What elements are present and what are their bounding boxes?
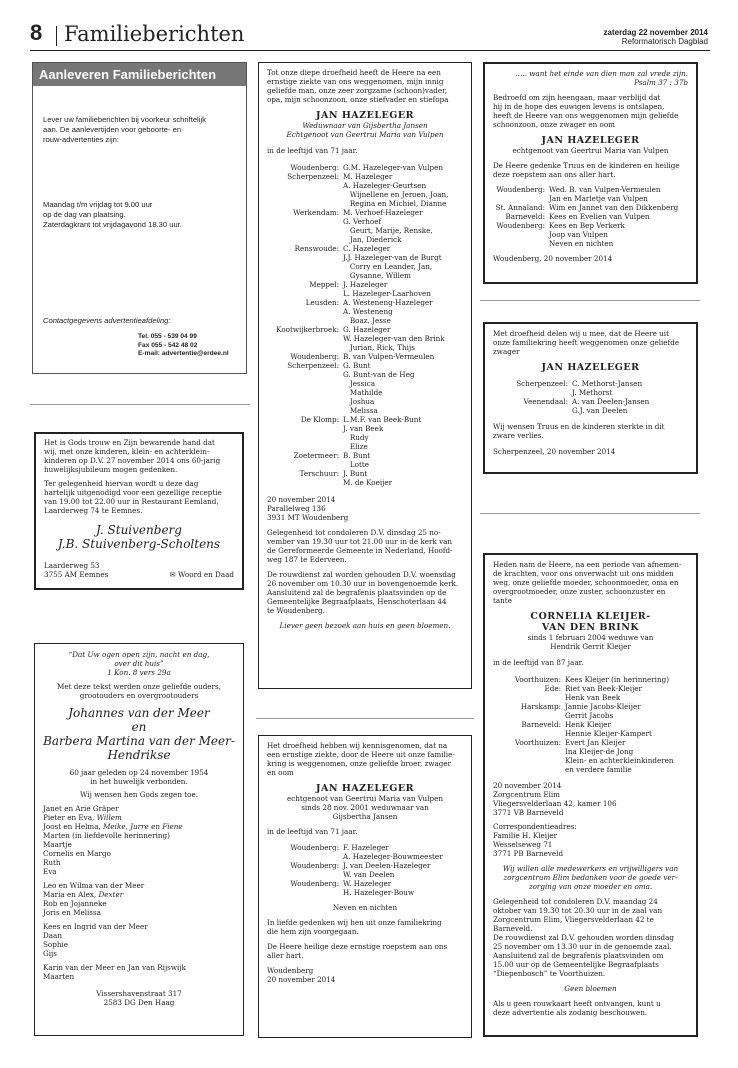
family-row — [493, 720, 688, 738]
anniversary-van-der-meer — [34, 643, 244, 1036]
family-member: Jan, Diederick — [343, 235, 402, 244]
family-member: J. van Beek — [343, 424, 384, 433]
woord-en-daad-logo: ✉ Woord en Daad — [169, 570, 234, 579]
family-row-names — [545, 221, 688, 248]
anniversary-stuivenberg — [34, 432, 244, 590]
submission-info-box — [32, 62, 247, 374]
family-row — [493, 185, 688, 203]
family-row-place: Woudenberg: — [290, 879, 339, 888]
family-row-names — [339, 163, 463, 172]
family-row-place: Woudenberg: — [290, 163, 339, 172]
family-member: Kees Kleijer (in herinnering) — [565, 675, 669, 684]
family-member: Corry en Leander, Jan, — [343, 262, 433, 271]
family-row-place: Scherpenzeel: — [516, 379, 568, 388]
deceased-subtitle: echtgenoot van Geertrui Maria van Vulpen — [512, 146, 669, 155]
family-member: Gerrit Jacobs — [565, 711, 614, 720]
family-row-place: Veenendaal: — [523, 397, 568, 406]
family-row-names — [339, 451, 463, 469]
anniversary-invitation: Ter gelegenheid hiervan wordt u deze dag hartelijk uitgenodigd voor een gezellige receptie van 19.00 tot 22.00 uur in Restaurant Eemland, Laarderweg 74 te Eemnes. — [44, 479, 222, 515]
family-member: Evert Jan Kleijer — [565, 738, 626, 747]
family-row — [267, 843, 463, 861]
condolence-info: Gelegenheid tot condoleren D.V. dinsdag 25 no- vember van 19.30 uur tot 21.00 uur in de kerk van de Gereformeerde Gemeente in Nederland, Hoofd- weg 187 te Ederveen. — [267, 528, 453, 564]
anniversary-address: Vissershavenstraat 317 2583 DG Den Haag — [96, 989, 182, 1007]
closing-note: Als u geen rouwkaart heeft ontvangen, kunt u deze advertentie als zodanig beschouwen. — [493, 999, 661, 1017]
family-row-names — [339, 172, 463, 208]
family-list-1: Janet en Arie Gräper Pieter en Eva, Willem Joost en Helma, Meike, Jurre en Fiene Marten (in liefdevolle herinnering) Maartje Cornelis en Margo Ruth Eva — [43, 804, 183, 876]
family-member: M. Hazeleger — [343, 172, 393, 181]
family-member: L.M.F. van Beek-Bunt — [343, 415, 422, 424]
family-row — [267, 415, 463, 451]
bible-quote: “Dat Uw ogen open zijn, nacht en dag, over dit huis” 1 Kon. 8 vers 29a — [68, 650, 210, 677]
family-row-place: Renswoude: — [294, 244, 339, 253]
family-row-place: Barneveld: — [521, 720, 561, 729]
page-number: 8 — [30, 20, 43, 45]
nephews-nieces: Neven en nichten — [332, 903, 398, 912]
family-row-place: Barneveld: — [505, 212, 545, 221]
family-member: Jessica — [343, 379, 375, 388]
family-list-4: Karin van der Meer en Jan van Rijswijk Maarten — [43, 963, 186, 981]
family-member: Henk van Beek — [565, 693, 621, 702]
family-member: A. Westeneng — [343, 307, 393, 316]
family-row-names — [561, 684, 688, 702]
family-member: Riet van Beek-Kleijer — [565, 684, 642, 693]
family-member: F. Hazeleger — [343, 843, 389, 852]
family-row-place: Meppel: — [309, 280, 339, 289]
family-row-place: Woudenberg: — [496, 221, 545, 230]
obituary-jan-hazeleger-siblings — [258, 735, 472, 1038]
obituary-address: 20 november 2014 Zorgcentrum Elim Vliegersvelderlaan 42, kamer 106 3771 VB Barneveld — [493, 781, 617, 817]
family-row-names — [339, 244, 463, 280]
family-member: Rudy — [343, 433, 369, 442]
family-member: W. van Deelen — [343, 870, 395, 879]
family-row — [493, 702, 688, 720]
family-row-names — [339, 325, 463, 352]
family-row — [267, 163, 463, 172]
family-row-names — [561, 738, 688, 774]
contact-label: Contactgegevens advertentieafdeling: — [43, 316, 171, 325]
family-member: J. Methorst — [572, 388, 613, 397]
family-member: B. van Vulpen-Vermeulen — [343, 352, 435, 361]
family-member: A. Westeneng-Hazeleger — [343, 298, 433, 307]
family-row-names — [339, 469, 463, 487]
family-member: Gysanne, Willem — [343, 271, 411, 280]
closing-note: Liever geen bezoek aan huis en geen bloemen. — [279, 621, 451, 630]
family-row — [267, 469, 463, 487]
issue-date: zaterdag 22 november 2014 — [603, 28, 708, 37]
family-member: H. Hazeleger-Bouw — [343, 888, 415, 897]
no-flowers-note: Geen bloemen — [564, 984, 617, 993]
family-member: G.J. van Deelen — [572, 406, 628, 415]
obituary-address: Parallelweg 136 3931 MT Woudenberg — [267, 504, 349, 522]
family-member: Boaz, Jesse — [343, 316, 391, 325]
family-row-names — [339, 361, 463, 415]
family-row — [493, 212, 688, 221]
family-member: Kees en Bep Verkerk — [549, 221, 625, 230]
obituary-place-date: Scherpenzeel, 20 november 2014 — [493, 447, 616, 456]
family-row-place: Ede: — [544, 684, 561, 693]
family-row-place: De Klomp: — [300, 415, 339, 424]
family-row-names — [545, 212, 688, 221]
family-member: G. Verhoef — [343, 217, 382, 226]
family-row — [493, 675, 688, 684]
couple-name: Johannes van der Meer en Barbera Martina van der Meer- Hendrikse — [43, 706, 235, 762]
family-rows — [493, 675, 688, 774]
family-row-names — [339, 208, 463, 244]
column-separator — [480, 513, 700, 514]
contact-details: Tel. 055 - 539 04 99 Fax 055 - 542 48 02 E-mail: advertentie@erdee.nl — [138, 333, 229, 357]
family-row-names — [339, 415, 463, 451]
family-row-place: Leusden: — [305, 298, 339, 307]
family-member: A. van Deelen-Jansen — [572, 397, 650, 406]
family-member: Joshua — [343, 397, 375, 406]
family-member: Lotte — [343, 460, 369, 469]
anniversary-intro: Met deze tekst werden onze geliefde ouders, grootouders en overgrootouders — [57, 682, 221, 700]
family-member: C. Hazeleger — [343, 244, 391, 253]
family-row — [493, 738, 688, 774]
condolence-info: Gelegenheid tot condoleren D.V. maandag 24 oktober van 19.30 tot 20.30 uur in de zaal van Zorgcentrum Elim, Vliegersvelderlaan 42 te Barneveld. De rouwdienst zal D.V. gehouden worden dinsdag 25 november om 13.30 uur in de genoemde zaal. Aansluitend zal de begrafenis plaatsvinden om 15.00 uur op de Gemeentelijke Begraafplaats “Diepenbosch” te Voorthuizen. — [493, 897, 675, 978]
family-member: Jurian, Rick, Thijs — [343, 343, 415, 352]
family-member: B. Bunt — [343, 451, 371, 460]
header-rule — [30, 50, 710, 51]
correspondence-address: Correspondentieadres: Familie H. Kleijer Wesselseweg 71 3771 PB Barneveld — [493, 822, 577, 858]
family-member: Jan en Marletje van Vulpen — [549, 194, 648, 203]
deceased-name: JAN HAZELEGER — [541, 135, 640, 146]
obituary-place-date: Woudenberg 20 november 2014 — [267, 966, 336, 984]
deceased-name: CORNELIA KLEIJER- VAN DEN BRINK — [530, 611, 651, 633]
family-row-names — [545, 185, 688, 203]
family-row-place: Scherpenzeel: — [287, 361, 339, 370]
prayer-text: De Heere gedenke Truus en de kinderen en heilige deze roepstem aan ons aller hart. — [493, 161, 680, 179]
obituary-jan-hazeleger-brother-in-law — [483, 322, 698, 474]
family-row-names — [339, 352, 463, 361]
submission-intro: Lever uw familieberichten bij voorkeur schriftelijk aan. De aanlevertijden voor geboorte- en rouw-advertenties zijn: — [43, 115, 206, 144]
family-row-place: Harskamp: — [520, 702, 561, 711]
family-member: G. Bunt — [343, 361, 371, 370]
family-row-names — [339, 280, 463, 298]
family-row — [267, 208, 463, 244]
family-row-place: Terschuur: — [299, 469, 339, 478]
family-member: Joop van Vulpen — [549, 230, 608, 239]
deceased-subtitle: Weduwnaar van Gijsbertha Jansen Echtgenoot van Geertrui Maria van Vulpen — [286, 121, 444, 139]
family-member: W. Hazeleger-van den Brink — [343, 334, 445, 343]
family-row — [267, 244, 463, 280]
anniversary-text: Het is Gods trouw en Zijn bewarende hand dat wij, met onze kinderen, klein- en achterklein- kinderen op D.V. 27 november 2014 ons 60-jarig huwelijksjubileum mogen gedenken. — [44, 438, 221, 474]
anniversary-address: Laarderweg 53 3755 AM Eemnes ✉ Woord en Daad — [44, 561, 234, 579]
email-link[interactable]: E-mail: advertentie@erdee.nl — [138, 350, 229, 357]
column-separator — [30, 404, 250, 405]
deceased-age: in de leeftijd van 71 jaar. — [267, 827, 358, 836]
family-member: W. Hazeleger — [343, 879, 392, 888]
family-member: Melissa — [343, 406, 378, 415]
deceased-name: JAN HAZELEGER — [315, 783, 415, 794]
family-member: Ina Kleijer-de Jong — [565, 747, 634, 756]
family-row-names — [339, 298, 463, 325]
family-row-place: Voorthuizen: — [514, 675, 561, 684]
deceased-age: in de leeftijd van 87 jaar. — [493, 658, 584, 667]
family-member: Mathilde — [343, 388, 383, 397]
column-separator — [480, 300, 700, 301]
sympathy-text: Wij wensen Truus en de kinderen sterkte in dit zware verlies. — [493, 422, 665, 440]
family-member: Wim en Jannet van den Dikkenberg — [549, 203, 679, 212]
obituary-jan-hazeleger-in-laws — [483, 62, 698, 284]
family-row — [493, 203, 688, 212]
family-member: J. van Deelen-Hazeleger — [343, 861, 431, 870]
obituary-intro: Met droefheid delen wij u mee, dat de Heere uit onze familiekring heeft weggenomen onze geliefde zwager — [493, 329, 680, 356]
family-member: C. Methorst-Jansen — [572, 379, 643, 388]
obituary-intro: Bedroefd om zijn heengaan, maar verblijd dat hij in de hope des euwigen levens is ontslapen, heeft de Heere van ons weggenomen mijn geliefde schoonzoon, onze zwager en oom — [493, 93, 679, 129]
family-member: Wed. B. van Vulpen-Vermeulen — [549, 185, 661, 194]
family-row — [267, 298, 463, 325]
section-title: Familieberichten — [64, 22, 245, 46]
family-row — [267, 172, 463, 208]
family-row-place: Kootwijkerbroek: — [276, 325, 339, 334]
obituary-intro: Heden nam de Heere, na een periode van afnemen- de krachten, voor ons onverwacht uit ons midden weg, onze geliefde moeder, schoonmoeder, oma en overgrootmoeder, onze zuster, schoonzuster en tante — [493, 560, 682, 605]
family-row-place: Zoetermeer: — [293, 451, 339, 460]
family-member: Regina en Michiel, Dianne — [343, 199, 447, 208]
submission-times: Maandag t/m vrijdag tot 9.00 uur op de dag van plaatsing. Zaterdagkrant tot vrijdagavond 18.30 uur. — [43, 200, 182, 229]
family-row-names — [561, 702, 688, 720]
family-member: J. Bunt — [343, 469, 368, 478]
family-member: Klein- en achterkleinkinderen — [565, 756, 674, 765]
family-list-3: Kees en Ingrid van der Meer Daan Sophie Gijs — [43, 922, 148, 958]
family-member: Kees en Evelien van Vulpen — [549, 212, 650, 221]
family-row-place: Woudenberg: — [290, 352, 339, 361]
family-rows — [493, 379, 688, 415]
deceased-name: JAN HAZELEGER — [541, 362, 640, 373]
family-row — [267, 352, 463, 361]
family-row-names — [561, 675, 688, 684]
family-row — [267, 861, 463, 879]
obituary-cornelia-kleijer — [483, 553, 698, 1037]
family-member: Hennie Kleijer-Kampert — [565, 729, 652, 738]
family-member: Neven en nichten — [549, 239, 614, 248]
header-divider — [56, 26, 57, 46]
blessing-wish: Wij wensen hen Gods zegen toe. — [80, 790, 198, 799]
family-row-names — [545, 203, 688, 212]
prayer-text: De Heere heilige deze ernstige roepstem aan ons aller hart. — [267, 942, 448, 960]
submission-title: Aanleveren Familieberichten — [33, 63, 246, 86]
family-member: Elize — [343, 442, 368, 451]
family-row-place: Woudenberg: — [290, 861, 339, 870]
deceased-age: in de leeftijd van 71 jaar. — [267, 146, 358, 155]
family-member: A. Hazeleger-Bouwmeester — [343, 852, 443, 861]
family-member: G. Bunt-van de Heg — [343, 370, 415, 379]
family-row — [493, 221, 688, 248]
family-member: G. Hazeleger — [343, 325, 391, 334]
thanks-text: Wij willen alle medewerkers en vrijwilligers van zorgcentrum Elim bedanken voor de goede ver- zorging van onze moeder en oma. — [502, 864, 679, 891]
family-member: Henk Kleijer — [565, 720, 611, 729]
family-row — [267, 325, 463, 352]
family-row — [267, 451, 463, 469]
obituary-intro: Het droefheid hebben wij kennisgenomen, dat na een ernstige ziekte, door de Heere uit onze familie- kring is weggenomen, onze geliefde broer, zwager en oom — [267, 741, 455, 777]
deceased-subtitle: sinds 1 februari 2004 weduwe van Hendrik Gerrit Kleijer — [527, 633, 654, 651]
family-member: J. Hazeleger — [343, 280, 388, 289]
family-row-names — [339, 879, 463, 897]
family-row-place: Woudenberg: — [496, 185, 545, 194]
family-list-2: Leo en Wilma van der Meer Maria en Alex, Dexter Rob en Jojanneke Joris en Melissa — [43, 881, 145, 917]
family-row-place: Werkendam: — [293, 208, 339, 217]
family-row — [267, 280, 463, 298]
family-row-place: Woudenberg: — [290, 843, 339, 852]
family-row-place: Scherpenzeel: — [287, 172, 339, 181]
deceased-name: JAN HAZELEGER — [315, 110, 415, 121]
family-member: Geurt, Marije, Renske, — [343, 226, 433, 235]
family-row — [493, 379, 688, 397]
obituary-jan-hazeleger-family — [258, 62, 472, 689]
deceased-subtitle: echtgenoot van Geertrui Maria van Vulpen sinds 28 nov. 2001 weduwnaar van Gijsbertha Jansen — [287, 794, 443, 821]
obituary-date: 20 november 2014 — [267, 495, 336, 504]
family-row-names — [568, 379, 688, 397]
column-separator — [256, 718, 474, 719]
family-member: Jannie Jacobs-Kleijer — [565, 702, 641, 711]
funeral-info: De rouwdienst zal worden gehouden D.V. woensdag 26 november om 10.30 uur in bovengenoemde kerk. Aansluitend zal de begrafenis plaatsvinden op de Gemeentelijke Begraafplaats, Henschoterlaan 44 te Woudenberg. — [267, 570, 459, 615]
family-member: Wijnellene en Jeroen, Joan, — [343, 190, 449, 199]
obituary-place-date: Woudenberg, 20 november 2014 — [493, 254, 613, 263]
family-member: M. de Koeijer — [343, 478, 393, 487]
family-row — [493, 397, 688, 415]
couple-name: J. Stuivenberg J.B. Stuivenberg-Scholtens — [57, 523, 221, 551]
family-row-place: St. Annaland: — [495, 203, 545, 212]
family-row — [267, 879, 463, 897]
family-rows — [267, 843, 463, 897]
family-member: M. Verhoef-Hazeleger — [343, 208, 423, 217]
memorial-text: In liefde gedenken wij hen uit onze familiekring die hem zijn voorgegaan. — [267, 918, 442, 936]
family-member: L. Hazeleger-Laarhoven — [343, 289, 431, 298]
obituary-intro: Tot onze diepe droefheid heeft de Heere na een ernstige ziekte van ons weggenomen, mijn innig geliefde man, onze zeer zorgzame (schoon)vader, opa, mijn schoonzoon, onze stiefvader en stiefopa — [267, 68, 449, 104]
family-row-names — [568, 397, 688, 415]
bible-quote: ….. want het einde van dien man zal vrede zijn. Psalm 37 : 37b — [515, 69, 688, 87]
family-member: en verdere familie — [565, 765, 632, 774]
family-rows — [267, 163, 463, 487]
family-row — [267, 361, 463, 415]
family-rows — [493, 185, 688, 248]
family-member: J.J. Hazeleger-van de Burgt — [343, 253, 442, 262]
newspaper-name: Reformatorisch Dagblad — [621, 37, 708, 46]
family-row-names — [339, 861, 463, 879]
family-row-names — [339, 843, 463, 861]
family-row — [493, 684, 688, 702]
family-row-names — [561, 720, 688, 738]
family-member: A. Hazeleger-Geurtsen — [343, 181, 427, 190]
envelope-icon: ✉ — [169, 570, 176, 579]
family-member: G.M. Hazeleger-van Vulpen — [343, 163, 443, 172]
family-row-place: Voorthuizen: — [514, 738, 561, 747]
anniversary-text: 60 jaar geleden op 24 november 1954 in het huwelijk verbonden. — [69, 768, 209, 786]
